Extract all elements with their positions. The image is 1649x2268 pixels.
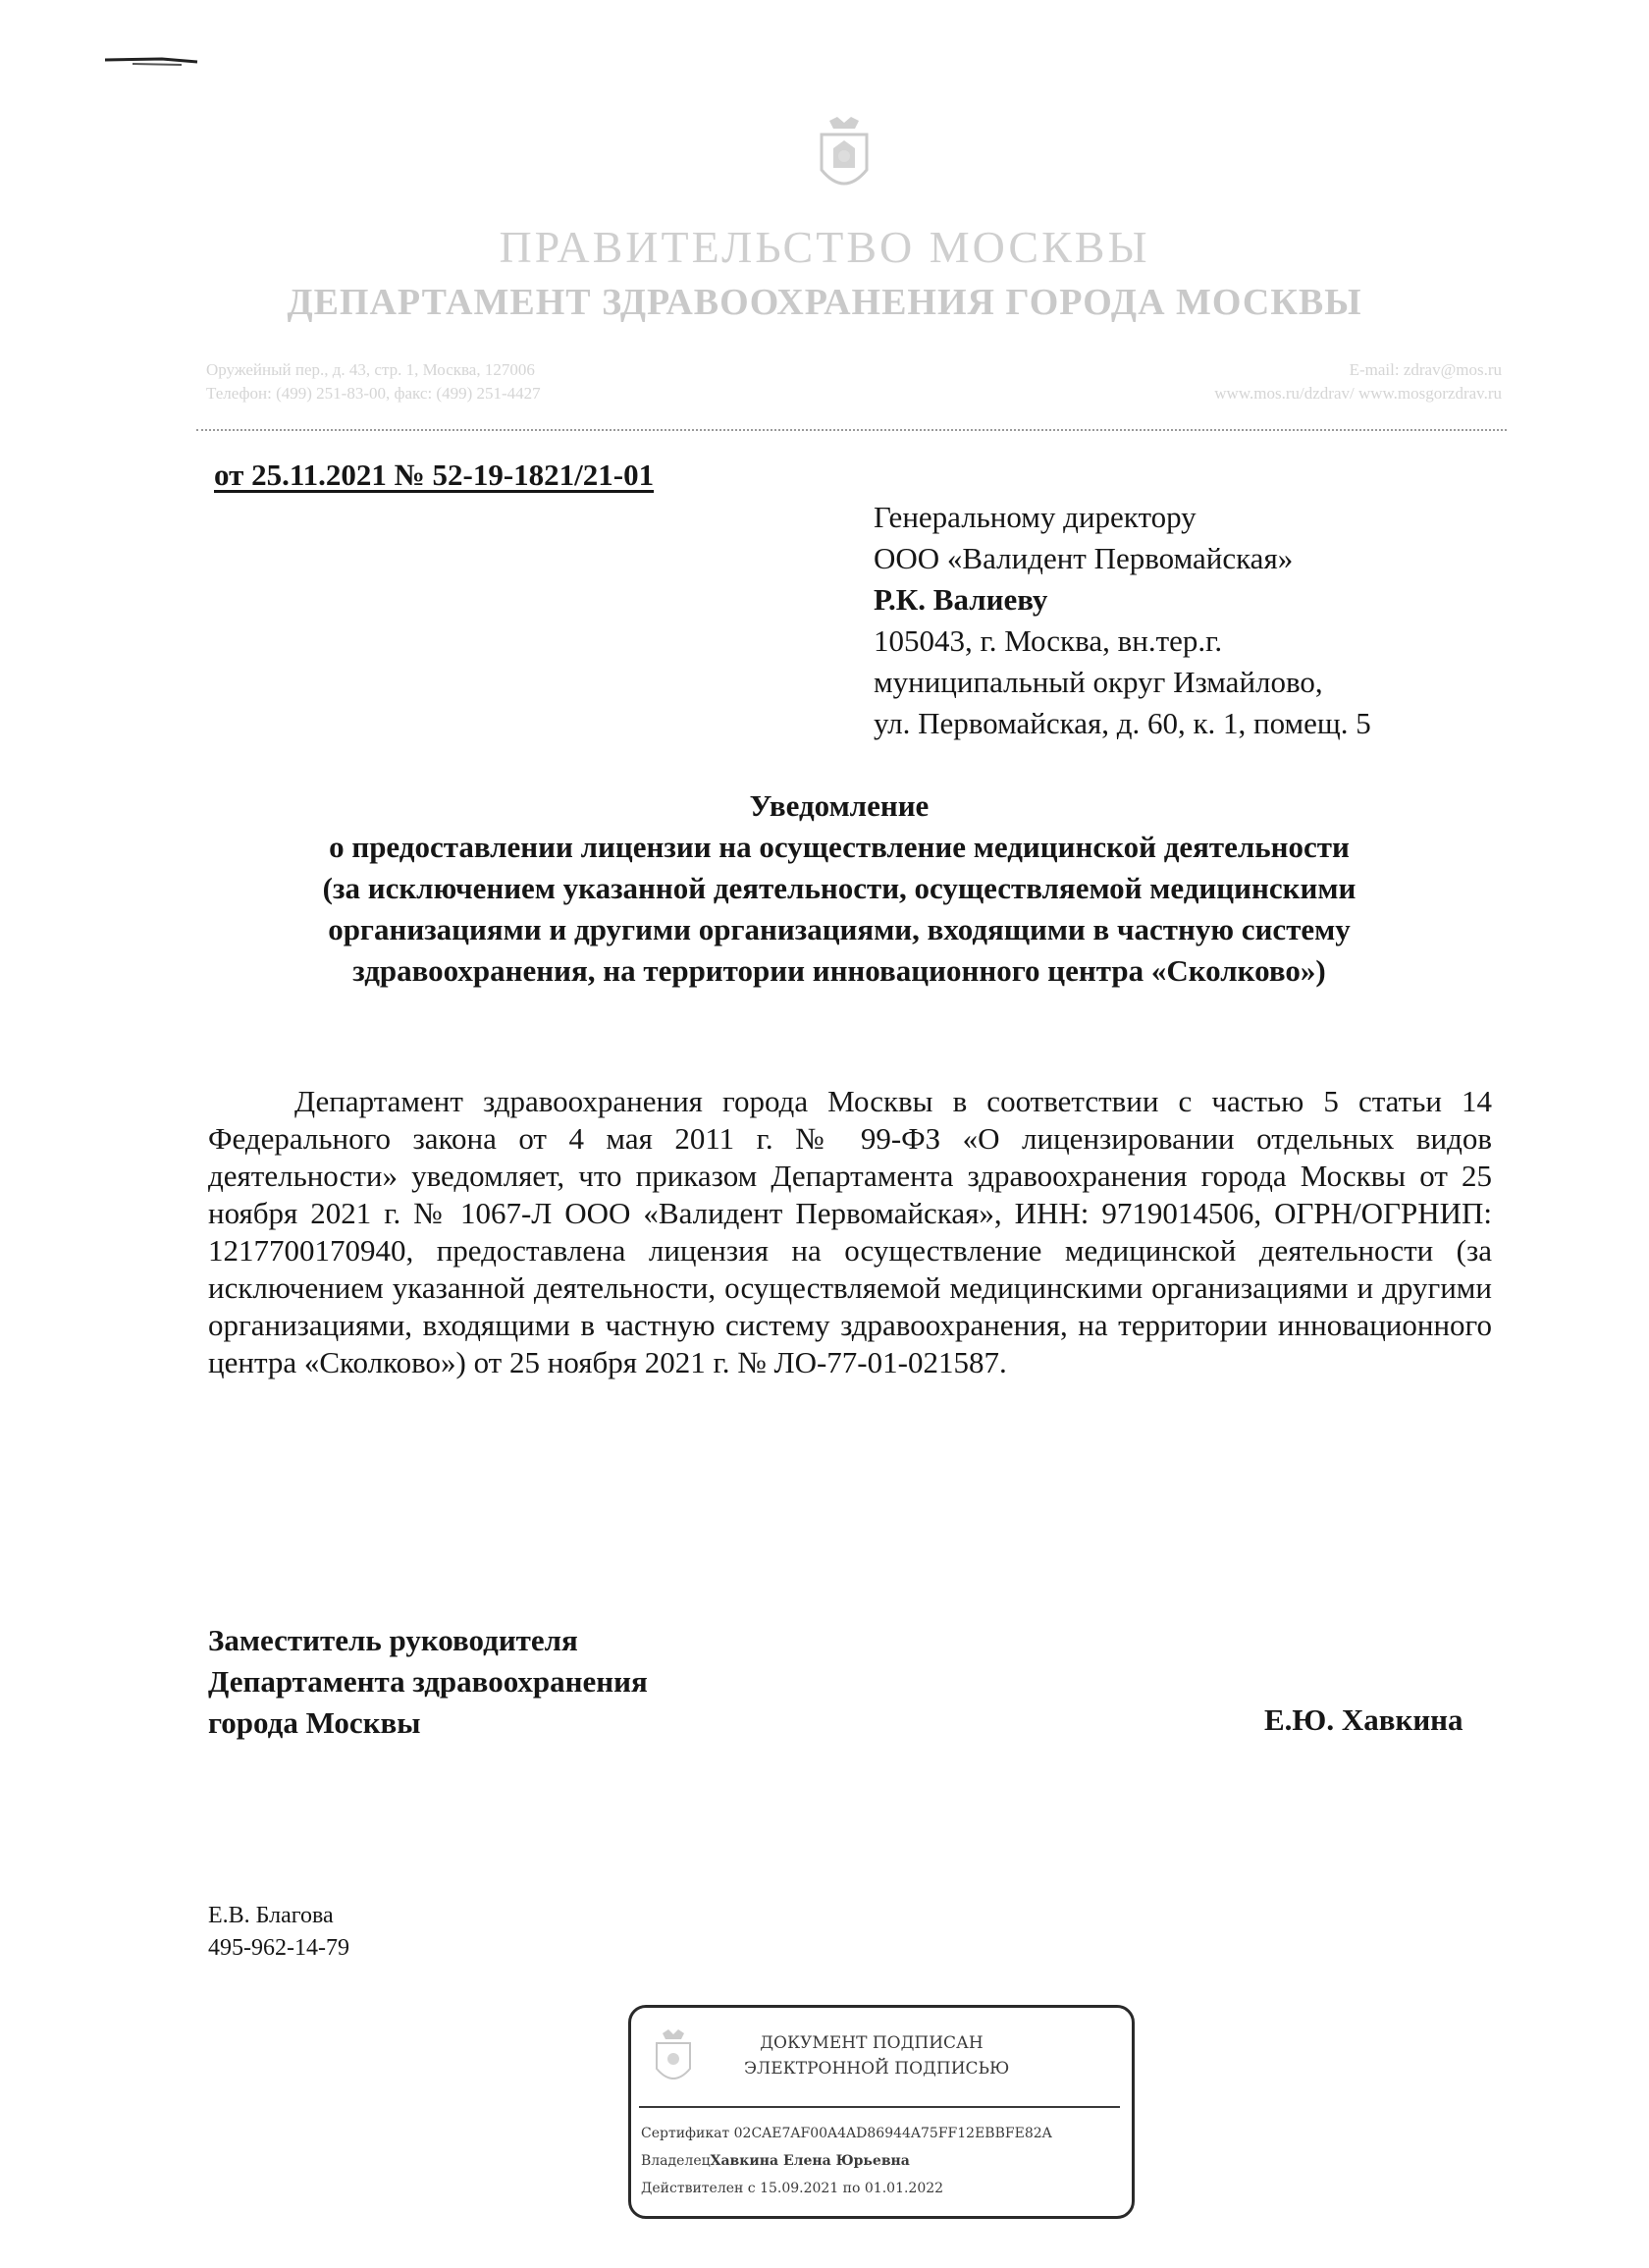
stamp-owner bbox=[641, 2153, 910, 2169]
stamp-heading: ДОКУМЕНТ ПОДПИСАН bbox=[760, 2033, 984, 2053]
web-line: www.mos.ru/dzdrav/ www.mosgorzdrav.ru bbox=[1214, 384, 1502, 403]
stamp-divider bbox=[639, 2106, 1120, 2108]
notice-subject: здравоохранения, на территории инновационного центра «Сколково») bbox=[352, 953, 1326, 988]
executor-block bbox=[208, 1900, 349, 1965]
electronic-signature-stamp bbox=[628, 2005, 1135, 2219]
scan-mark bbox=[103, 54, 199, 68]
address-line: Оружейный пер., д. 43, стр. 1, Москва, 127006 bbox=[206, 360, 535, 379]
signer-name: Е.Ю. Хавкина bbox=[1264, 1702, 1463, 1737]
signer-position bbox=[208, 1620, 648, 1744]
executor-phone: 495-962-14-79 bbox=[208, 1935, 349, 1961]
email-line: E-mail: zdrav@mos.ru bbox=[1349, 360, 1502, 379]
notice-subject: (за исключением указанной деятельности, осуществляемой медицинскими bbox=[322, 871, 1356, 905]
owner-label: Владелец bbox=[641, 2153, 711, 2169]
signer-position-line: Департамента здравоохранения bbox=[208, 1664, 648, 1699]
notice-subject: организациями и другими организациями, входящими в частную систему bbox=[328, 912, 1351, 946]
notice-title: Уведомление bbox=[749, 788, 930, 823]
stamp-coat-of-arms-icon bbox=[649, 2027, 698, 2090]
addressee-name: Р.К. Валиеву bbox=[874, 582, 1048, 617]
department-heading: ДЕПАРТАМЕНТ ЗДРАВООХРАНЕНИЯ ГОРОДА МОСКВЫ bbox=[287, 282, 1362, 323]
certificate-value: 02CAE7AF00A4AD86944A75FF12EBBFE82A bbox=[733, 2126, 1052, 2141]
letterhead-address bbox=[206, 358, 541, 405]
executor-name: Е.В. Благова bbox=[208, 1903, 334, 1928]
government-heading: ПРАВИТЕЛЬСТВО МОСКВЫ bbox=[499, 222, 1150, 272]
header-divider bbox=[196, 429, 1507, 431]
stamp-heading: ЭЛЕКТРОННОЙ ПОДПИСЬЮ bbox=[744, 2059, 1010, 2079]
moscow-coat-of-arms-icon bbox=[810, 113, 878, 201]
addressee-position: Генеральному директору bbox=[874, 500, 1197, 534]
phone-line: Телефон: (499) 251-83-00, факс: (499) 251-4427 bbox=[206, 384, 541, 403]
signer-position-line: Заместитель руководителя bbox=[208, 1623, 578, 1657]
owner-value: Хавкина Елена Юрьевна bbox=[710, 2153, 910, 2169]
notice-body: Департамент здравоохранения города Москвы в соответствии с частью 5 статьи 14 Федерального закона от 4 мая 2011 г. № 99-ФЗ «О лицензировании отдельных видов деятельности» уведомляет, что приказом Департамента здравоохранения города Москвы от 25 ноября 2021 г. № 1067-Л ООО «Валидент Первомайская», ИНН: 9719014506, ОГРН/ОГРНИП: 1217700170940, предоставлена лицензия на осуществление медицинской деятельности (за исключением указанной деятельности, осуществляемой медицинскими организациями и другими организациями, входящими в частную систему здравоохранения, на территории инновационного центра «Сколково») от 25 ноября 2021 г. № ЛО-77-01-021587. bbox=[208, 1084, 1492, 1379]
addressee-block bbox=[874, 497, 1371, 744]
letterhead-contacts bbox=[1214, 358, 1502, 405]
addressee-address: муниципальный округ Измайлово, bbox=[874, 665, 1323, 699]
signer-position-line: города Москвы bbox=[208, 1705, 421, 1740]
certificate-label: Сертификат bbox=[641, 2126, 730, 2141]
notice-heading bbox=[196, 785, 1482, 992]
stamp-certificate bbox=[641, 2126, 1052, 2141]
addressee-address: 105043, г. Москва, вн.тер.г. bbox=[874, 623, 1223, 658]
document-reference: от 25.11.2021 № 52-19-1821/21-01 bbox=[214, 458, 655, 492]
stamp-validity: Действителен с 15.09.2021 по 01.01.2022 bbox=[641, 2181, 944, 2196]
addressee-address: ул. Первомайская, д. 60, к. 1, помещ. 5 bbox=[874, 706, 1371, 740]
addressee-organization: ООО «Валидент Первомайская» bbox=[874, 541, 1294, 575]
notice-subject: о предоставлении лицензии на осуществление медицинской деятельности bbox=[329, 830, 1350, 864]
